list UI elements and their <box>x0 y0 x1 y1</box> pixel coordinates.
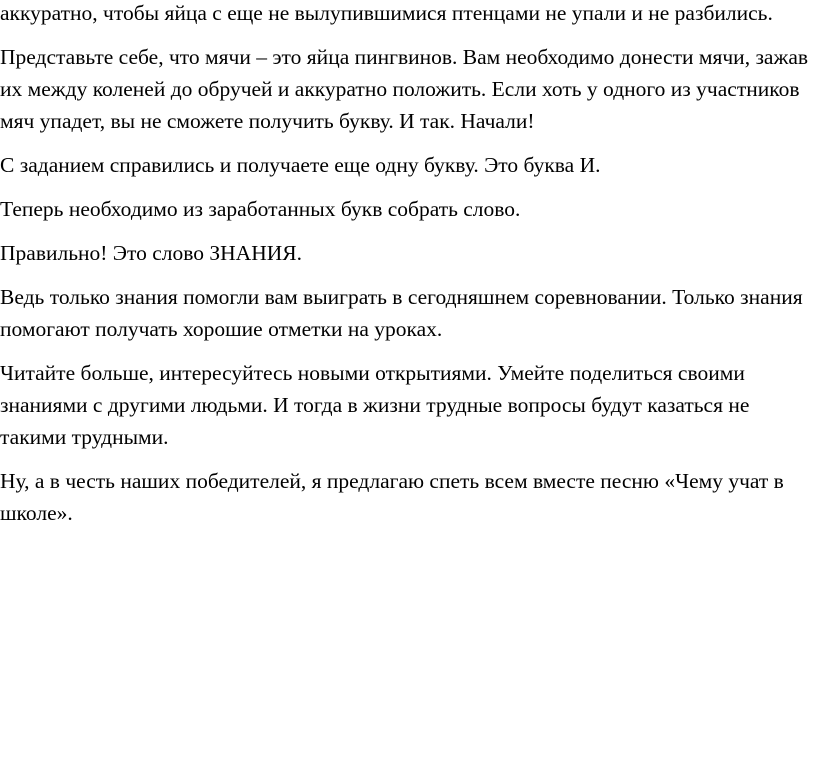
paragraph-4: Теперь необходимо из заработанных букв собрать слово. <box>0 197 521 221</box>
paragraph-6: Ведь только знания помогли вам выиграть в сегодняшнем соревновании. Только знания помогают получать хорошие отметки на уроках. <box>0 285 803 341</box>
paragraph-5: Правильно! Это слово ЗНАНИЯ. <box>0 241 302 265</box>
paragraph-3: С заданием справились и получаете еще одну букву. Это буква И. <box>0 153 601 177</box>
paragraph-1: аккуратно, чтобы яйца с еще не вылупившимися птенцами не упали и не разбились. <box>0 1 773 25</box>
paragraph-7: Читайте больше, интересуйтесь новыми открытиями. Умейте поделиться своими знаниями с другими людьми. И тогда в жизни трудные вопросы будут казаться не такими трудными. <box>0 361 750 449</box>
paragraph-2: Представьте себе, что мячи – это яйца пингвинов. Вам необходимо донести мячи, зажав их между коленей до обручей и аккуратно положить. Если хоть у одного из участников мяч упадет, вы не сможете получить букву. И так. Начали! <box>0 45 809 133</box>
paragraph-8: Ну, а в честь наших победителей, я предлагаю спеть всем вместе песню «Чему учат в школе». <box>0 469 784 525</box>
